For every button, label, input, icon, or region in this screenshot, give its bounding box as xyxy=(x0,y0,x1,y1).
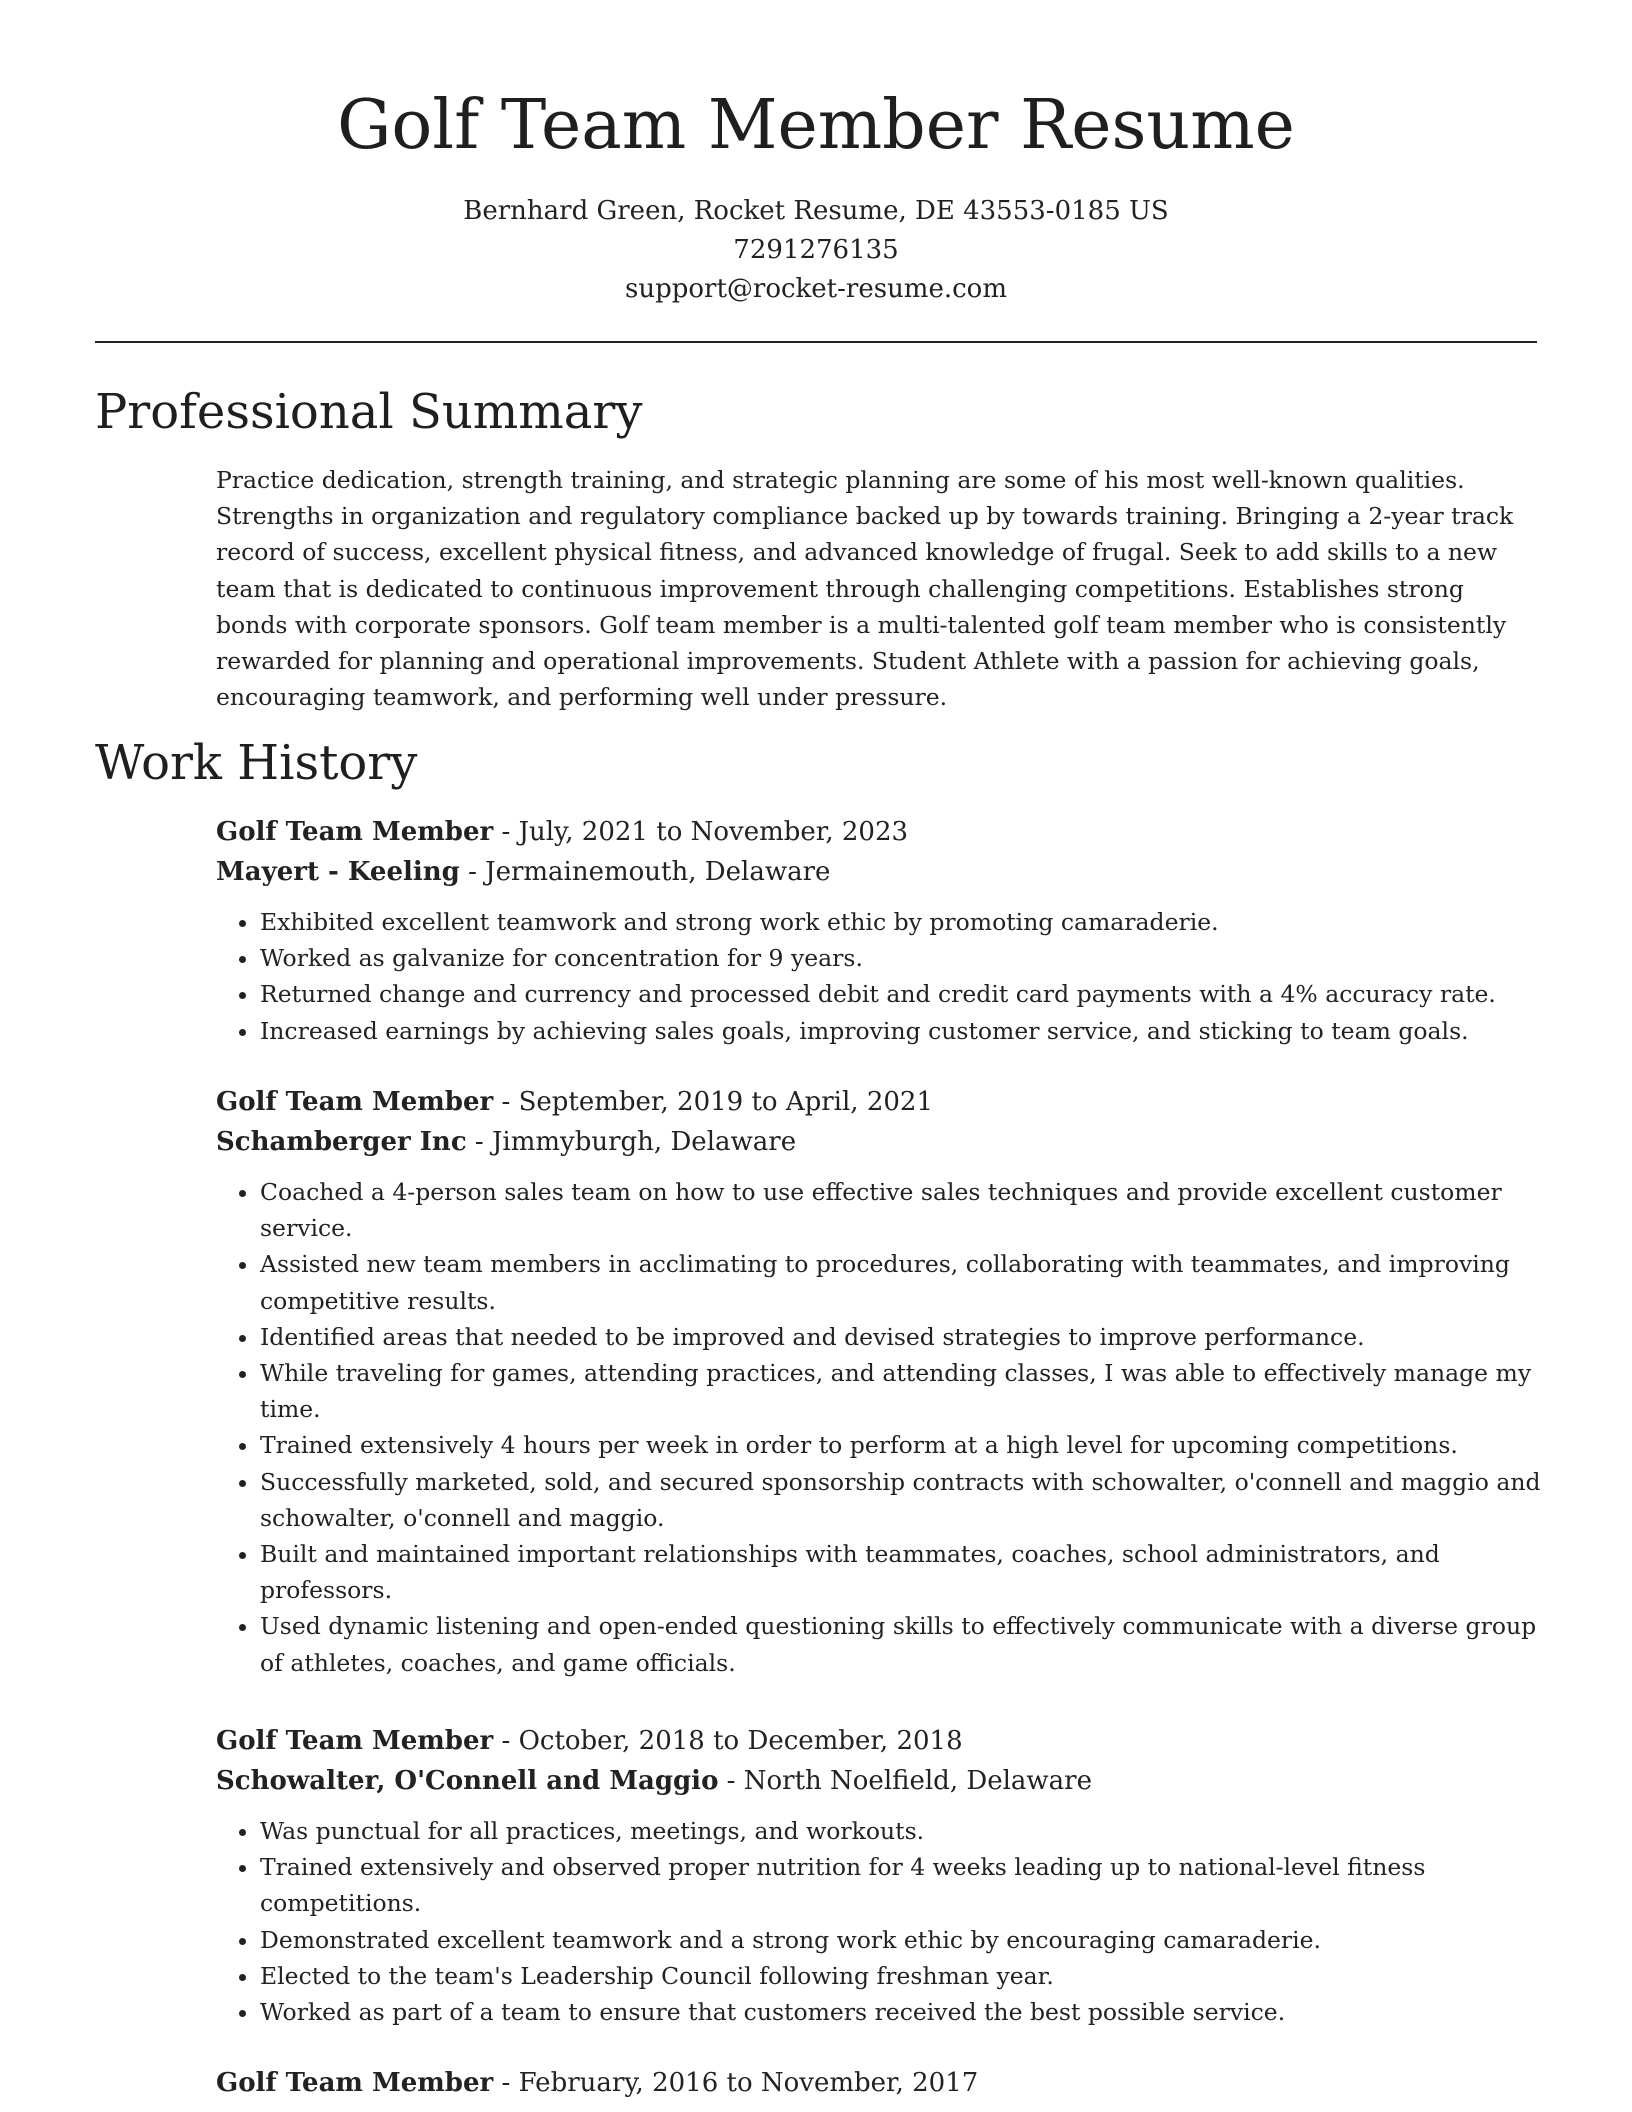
job-location: Jermainemouth, Delaware xyxy=(485,857,831,887)
contact-phone: 7291276135 xyxy=(733,235,899,265)
work-history-heading: Work History xyxy=(95,735,418,791)
job-bullet: • Worked as galvanize for concentration for 9 years. xyxy=(260,940,1546,976)
resume-title: Golf Team Member Resume xyxy=(337,86,1295,165)
job-bullet: • Worked as part of a team to ensure that customers received the best possible service. xyxy=(260,1994,1546,2030)
job-bullet: • Returned change and currency and processed debit and credit card payments with a 4% accuracy rate. xyxy=(260,976,1546,1012)
job-location: Jimmyburgh, Delaware xyxy=(491,1127,797,1157)
job-company: Mayert - Keeling xyxy=(216,857,460,887)
summary-text: Practice dedication, strength training, and strategic planning are some of his most well-known qualities. Strengths in organization and regulatory compliance backed up by towards training. Bringing a 2-year track record of success, excellent physical fitness, and advanced knowledge of frugal. Seek to add skills to a new team that is dedicated to continuous improvement through challenging competitions. Establishes strong bonds with corporate sponsors. Golf team member is a multi-talented golf team member who is consistently rewarded for planning and operational improvements. Student Athlete with a passion for achieving goals, encouraging teamwork, and performing well under pressure. xyxy=(216,466,1514,712)
job-title-line xyxy=(216,812,1546,852)
job-dates: September, 2019 to April, 2021 xyxy=(518,1087,934,1117)
summary-heading: Professional Summary xyxy=(95,384,643,440)
job-bullet: • Demonstrated excellent teamwork and a strong work ethic by encouraging camaraderie. xyxy=(260,1922,1546,1958)
job-bullet: • Trained extensively 4 hours per week in order to perform at a high level for upcoming competitions. xyxy=(260,1427,1546,1463)
job-separator: - xyxy=(718,1766,744,1796)
contact-address: Bernhard Green, Rocket Resume, DE 43553-0185 US xyxy=(463,196,1169,226)
job-title: Golf Team Member xyxy=(216,2068,494,2098)
job-bullets xyxy=(216,904,1546,1049)
job-entry xyxy=(216,1082,1546,1681)
job-separator: - xyxy=(493,2068,519,2098)
job-bullet: • Was punctual for all practices, meetings, and workouts. xyxy=(260,1813,1546,1849)
job-title: Golf Team Member xyxy=(216,1087,494,1117)
job-bullet: • Built and maintained important relationships with teammates, coaches, school administrators, and professors. xyxy=(260,1536,1546,1608)
job-title-line xyxy=(216,2063,1546,2103)
job-separator: - xyxy=(493,817,519,847)
job-title: Golf Team Member xyxy=(216,1726,494,1756)
job-bullet: • Increased earnings by achieving sales goals, improving customer service, and sticking to team goals. xyxy=(260,1013,1546,1049)
job-entry xyxy=(216,2063,1546,2103)
job-company-line xyxy=(216,852,1546,892)
job-company-line xyxy=(216,1122,1546,1162)
job-bullets xyxy=(216,1174,1546,1681)
contact-block xyxy=(0,192,1632,309)
job-company: Schowalter, O'Connell and Maggio xyxy=(216,1766,719,1796)
job-bullet: • Trained extensively and observed proper nutrition for 4 weeks leading up to national-level fitness competitions. xyxy=(260,1849,1546,1921)
header-divider xyxy=(95,341,1537,343)
job-dates: July, 2021 to November, 2023 xyxy=(518,817,909,847)
job-bullet: • Successfully marketed, sold, and secured sponsorship contracts with schowalter, o'connell and maggio and schowalter, o'connell and maggio. xyxy=(260,1464,1546,1536)
job-entry xyxy=(216,1721,1546,2030)
job-location: North Noelfield, Delaware xyxy=(743,1766,1092,1796)
job-separator: - xyxy=(493,1726,519,1756)
contact-email: support@rocket-resume.com xyxy=(624,274,1007,304)
job-bullet: • Elected to the team's Leadership Council following freshman year. xyxy=(260,1958,1546,1994)
job-company-line xyxy=(216,1761,1546,1801)
job-dates: February, 2016 to November, 2017 xyxy=(518,2068,979,2098)
job-entry xyxy=(216,812,1546,1049)
job-separator: - xyxy=(493,1087,519,1117)
job-bullet: • Coached a 4-person sales team on how to use effective sales techniques and provide excellent customer service. xyxy=(260,1174,1546,1246)
job-bullet: • Exhibited excellent teamwork and strong work ethic by promoting camaraderie. xyxy=(260,904,1546,940)
job-bullets xyxy=(216,1813,1546,2030)
job-title-line xyxy=(216,1082,1546,1122)
job-bullet: • While traveling for games, attending practices, and attending classes, I was able to effectively manage my time. xyxy=(260,1355,1546,1427)
job-dates: October, 2018 to December, 2018 xyxy=(518,1726,963,1756)
job-bullet: • Identified areas that needed to be improved and devised strategies to improve performance. xyxy=(260,1319,1546,1355)
job-bullet: • Assisted new team members in acclimating to procedures, collaborating with teammates, and improving competitive results. xyxy=(260,1246,1546,1318)
job-bullet: • Used dynamic listening and open-ended questioning skills to effectively communicate with a diverse group of athletes, coaches, and game officials. xyxy=(260,1608,1546,1680)
job-company: Schamberger Inc xyxy=(216,1127,467,1157)
job-separator: - xyxy=(466,1127,492,1157)
job-title: Golf Team Member xyxy=(216,817,494,847)
job-title-line xyxy=(216,1721,1546,1761)
job-separator: - xyxy=(459,857,486,887)
